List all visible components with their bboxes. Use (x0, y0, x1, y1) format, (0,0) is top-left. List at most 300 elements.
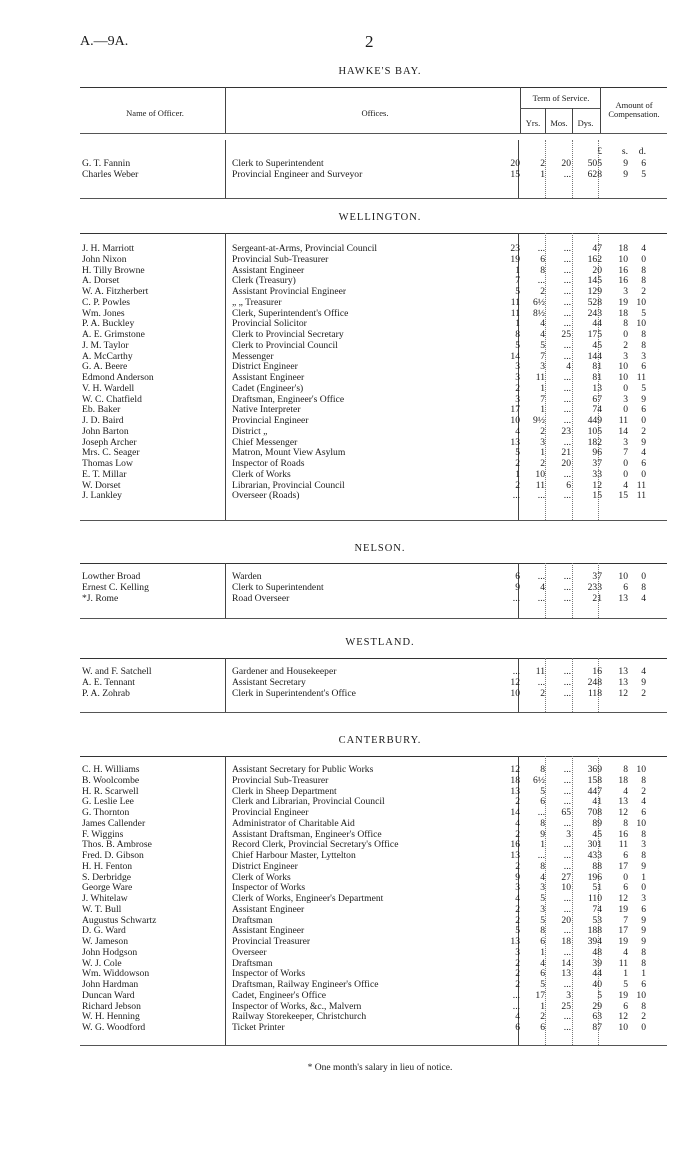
table-row (80, 287, 667, 298)
compensation-pounds: 21 (592, 592, 602, 604)
office-title: Provincial Solicitor (232, 318, 307, 330)
office-title: Provincial Engineer and Surveyor (232, 168, 363, 180)
days-served: ... (563, 468, 571, 480)
office-title: Messenger (232, 350, 274, 362)
years-served: 2 (515, 979, 520, 990)
table-row (80, 1012, 667, 1023)
office-title: District „ (232, 425, 268, 437)
years-served: 4 (515, 1011, 520, 1023)
currency-unit: s. (621, 146, 628, 157)
officer-name: C. H. Williams (82, 764, 140, 775)
days-served: ... (563, 243, 571, 254)
compensation-pounds: 87 (592, 1022, 602, 1033)
section-rule-bottom (80, 618, 667, 619)
compensation-pence: 9 (641, 676, 646, 688)
years-served: 15 (510, 168, 520, 180)
compensation-pounds: 110 (587, 893, 602, 904)
table-row (80, 678, 667, 689)
table-row (80, 384, 667, 395)
compensation-shillings: 4 (623, 785, 628, 797)
days-served: 21 (561, 447, 571, 459)
years-served: 12 (510, 764, 520, 775)
compensation-pence: 8 (641, 264, 646, 276)
days-served: ... (563, 979, 571, 990)
table-row (80, 255, 667, 266)
officer-name: A. McCarthy (82, 350, 133, 362)
compensation-shillings: 0 (623, 871, 628, 883)
compensation-pounds: 188 (587, 925, 602, 937)
months-served: 1 (540, 1000, 545, 1012)
compensation-shillings: 12 (618, 807, 628, 818)
officer-name: E. T. Millar (82, 468, 127, 480)
compensation-shillings: 10 (618, 571, 628, 582)
section-rule-bottom (80, 520, 667, 521)
months-served: 11 (535, 372, 545, 383)
months-served: 2 (540, 458, 545, 469)
years-served: 2 (515, 458, 520, 469)
officer-name: Richard Jebson (82, 1000, 141, 1012)
office-title: Assistant Provincial Engineer (232, 286, 347, 297)
months-served: 7 (540, 350, 545, 362)
officer-name: Wm. Jones (82, 307, 125, 319)
officer-name: Lowther Broad (82, 571, 141, 582)
office-title: Draftsman, Engineer's Office (232, 393, 345, 405)
compensation-shillings: 6 (623, 1000, 628, 1012)
compensation-pence: 4 (641, 592, 646, 604)
compensation-pence: 4 (641, 447, 646, 459)
months-served: 4 (540, 318, 545, 330)
compensation-shillings: 11 (618, 957, 628, 969)
officer-name: V. H. Wardell (82, 382, 135, 394)
office-title: Overseer (Roads) (232, 490, 300, 502)
header-divider (572, 108, 573, 133)
compensation-pence: 8 (641, 850, 646, 861)
officer-name: W. and F. Satchell (82, 666, 152, 677)
compensation-pence: 0 (641, 571, 646, 582)
officer-name: W. G. Woodford (82, 1022, 146, 1033)
officer-name: A. E. Tennant (82, 676, 135, 688)
days-served: 25 (561, 1000, 571, 1012)
section-title: WESTLAND. (345, 637, 415, 648)
years-served: 23 (510, 243, 520, 254)
office-title: Cadet (Engineer's) (232, 382, 304, 394)
officer-name: Eb. Baker (82, 404, 121, 416)
days-served: 20 (561, 458, 571, 469)
compensation-pence: 11 (636, 372, 646, 383)
compensation-pounds: 45 (592, 339, 602, 351)
days-served: ... (563, 393, 571, 405)
months-served: 5 (540, 979, 545, 990)
days-served: ... (563, 785, 571, 797)
office-title: Assistant Secretary (232, 676, 306, 688)
officer-name: Duncan Ward (82, 989, 135, 1001)
months-served: 10 (535, 468, 545, 480)
table-row (80, 244, 667, 255)
table-row (80, 427, 667, 438)
officer-name: G. Thornton (82, 807, 130, 818)
days-served: ... (563, 296, 571, 308)
compensation-pounds: 394 (587, 936, 602, 947)
days-served: ... (563, 903, 571, 915)
table-row (80, 937, 667, 948)
days-served: 3 (566, 828, 571, 840)
months-served: 6½ (533, 774, 545, 786)
table-row (80, 373, 667, 384)
compensation-pence: 3 (641, 839, 646, 851)
office-title: Railway Storekeeper, Christchurch (232, 1011, 367, 1023)
years-served: 14 (510, 807, 520, 818)
table-row (80, 459, 667, 470)
months-served: 8½ (533, 307, 545, 319)
table-row (80, 808, 667, 819)
days-served: 65 (561, 807, 571, 818)
compensation-pounds: 37 (592, 571, 602, 582)
days-served: ... (563, 666, 571, 677)
days-served: ... (563, 350, 571, 362)
compensation-pounds: 196 (587, 871, 602, 883)
officer-name: W. A. Fitzherbert (82, 286, 149, 297)
compensation-pounds: 44 (592, 968, 602, 980)
compensation-shillings: 9 (623, 168, 628, 180)
table-row (80, 873, 667, 884)
table-row (80, 991, 667, 1002)
officer-name: John Nixon (82, 253, 127, 265)
months-served: 4 (540, 581, 545, 593)
officer-name: F. Wiggins (82, 828, 124, 840)
years-served: 11 (510, 307, 520, 319)
table-row (80, 395, 667, 406)
days-served: ... (563, 1022, 571, 1033)
compensation-shillings: 10 (618, 1022, 628, 1033)
currency-unit: £ (597, 146, 602, 157)
officer-name: A. Dorset (82, 275, 120, 287)
days-served: ... (563, 687, 571, 699)
days-served: ... (563, 571, 571, 582)
days-served: ... (563, 415, 571, 426)
months-served: 11 (535, 666, 545, 677)
compensation-pence: 2 (641, 785, 646, 797)
officer-name: J. H. Marriott (82, 243, 135, 254)
table-row (80, 840, 667, 851)
compensation-pounds: 40 (592, 979, 602, 990)
compensation-pounds: 13 (592, 382, 602, 394)
page-header (80, 34, 660, 56)
days-served: 13 (561, 968, 571, 980)
months-served: 2 (540, 286, 545, 297)
compensation-shillings: 3 (623, 350, 628, 362)
compensation-shillings: 3 (623, 393, 628, 405)
column-header-offices: Offices. (361, 108, 389, 118)
months-served: 4 (540, 329, 545, 340)
months-served: 1 (540, 382, 545, 394)
compensation-pounds: 15 (592, 490, 602, 502)
months-served: 3 (540, 436, 545, 448)
compensation-pounds: 45 (592, 828, 602, 840)
compensation-shillings: 10 (618, 253, 628, 265)
months-served: 6½ (533, 296, 545, 308)
office-title: Provincial Treasurer (232, 936, 311, 947)
compensation-pence: 1 (641, 871, 646, 883)
officer-name: A. E. Grimstone (82, 329, 145, 340)
table-row (80, 341, 667, 352)
years-served: 2 (515, 796, 520, 808)
column-header-yrs: Yrs. (525, 118, 541, 128)
years-served: 13 (510, 436, 520, 448)
section-rows (80, 765, 667, 1034)
days-served: 3 (566, 989, 571, 1001)
days-served: ... (563, 764, 571, 775)
compensation-pence: 9 (641, 936, 646, 947)
days-served: 20 (561, 158, 571, 169)
table-row (80, 159, 667, 170)
table-row (80, 448, 667, 459)
header-divider (545, 108, 546, 133)
years-served: 4 (515, 893, 520, 904)
officer-name: D. G. Ward (82, 925, 126, 937)
months-served: 3 (540, 903, 545, 915)
section-rule-top (80, 233, 667, 234)
days-served: 23 (561, 425, 571, 437)
days-served: ... (563, 382, 571, 394)
years-served: 5 (515, 447, 520, 459)
compensation-pence: 2 (641, 425, 646, 437)
office-title: Clerk of Works, Engineer's Department (232, 893, 384, 904)
months-served: 5 (540, 914, 545, 926)
office-title: Inspector of Roads (232, 458, 305, 469)
days-served: ... (563, 286, 571, 297)
years-served: 5 (515, 339, 520, 351)
months-served: 8 (540, 264, 545, 276)
compensation-pounds: 248 (587, 676, 602, 688)
compensation-pence: 4 (641, 243, 646, 254)
months-served: 8 (540, 764, 545, 775)
section-title: CANTERBURY. (338, 735, 422, 746)
compensation-pounds: 74 (592, 903, 602, 915)
term-header-rule (520, 108, 600, 109)
section-title: NELSON. (354, 543, 406, 554)
officer-name: Augustus Schwartz (82, 914, 157, 926)
days-served: ... (563, 404, 571, 416)
compensation-shillings: 11 (618, 839, 628, 851)
compensation-pounds: 528 (587, 296, 602, 308)
table-row (80, 319, 667, 330)
table-row (80, 266, 667, 277)
compensation-shillings: 5 (623, 979, 628, 990)
compensation-pounds: 162 (587, 253, 602, 265)
compensation-pounds: 88 (592, 860, 602, 872)
days-served: ... (563, 581, 571, 593)
compensation-pounds: 243 (587, 307, 602, 319)
compensation-shillings: 10 (618, 361, 628, 373)
days-served: ... (563, 796, 571, 808)
months-served: 7 (540, 393, 545, 405)
table-row (80, 309, 667, 320)
officer-name: J. Lankley (82, 490, 122, 502)
compensation-shillings: 0 (623, 404, 628, 416)
compensation-shillings: 4 (623, 946, 628, 958)
table-row (80, 416, 667, 427)
office-title: Clerk and Librarian, Provincial Council (232, 796, 385, 808)
section-rows (80, 244, 667, 502)
months-served: 4 (540, 871, 545, 883)
officer-name: Wm. Widdowson (82, 968, 150, 980)
years-served: 13 (510, 936, 520, 947)
months-served: ... (537, 592, 545, 604)
compensation-pounds: 44 (592, 318, 602, 330)
compensation-shillings: 11 (618, 415, 628, 426)
years-served: 2 (515, 382, 520, 394)
officer-name: W. C. Chatfield (82, 393, 142, 405)
months-served: 2 (540, 158, 545, 169)
days-served: ... (563, 490, 571, 502)
compensation-pence: 8 (641, 774, 646, 786)
compensation-shillings: 17 (618, 860, 628, 872)
section-rule-bottom (80, 1045, 667, 1046)
years-served: 2 (515, 479, 520, 491)
header-divider (520, 87, 521, 133)
compensation-pounds: 51 (592, 882, 602, 894)
compensation-shillings: 14 (618, 425, 628, 437)
compensation-pence: 0 (641, 882, 646, 894)
months-served: 3 (540, 361, 545, 373)
column-header-dys: Dys. (577, 118, 594, 128)
office-title: Assistant Engineer (232, 903, 305, 915)
compensation-pence: 9 (641, 925, 646, 937)
compensation-pence: 2 (641, 286, 646, 297)
section-rows (80, 159, 667, 181)
days-served: ... (563, 925, 571, 937)
table-row (80, 667, 667, 678)
compensation-pence: 8 (641, 1000, 646, 1012)
table-row (80, 594, 667, 605)
compensation-shillings: 19 (618, 989, 628, 1001)
officer-name: H. H. Fenton (82, 860, 133, 872)
days-served: ... (563, 318, 571, 330)
office-title: Warden (232, 571, 262, 582)
compensation-shillings: 18 (618, 243, 628, 254)
compensation-pence: 6 (641, 361, 646, 373)
days-served: ... (563, 676, 571, 688)
section-rows (80, 667, 667, 699)
months-served: ... (537, 850, 545, 861)
compensation-pounds: 118 (587, 687, 602, 699)
compensation-pounds: 81 (592, 361, 602, 373)
compensation-pounds: 5 (597, 989, 602, 1001)
office-title: Provincial Sub-Treasurer (232, 774, 329, 786)
compensation-shillings: 0 (623, 458, 628, 469)
months-served: 4 (540, 957, 545, 969)
compensation-pounds: 182 (587, 436, 602, 448)
officer-name: H. R. Scarwell (82, 785, 139, 797)
days-served: ... (563, 307, 571, 319)
currency-row (80, 147, 667, 158)
section-rule-bottom (80, 198, 667, 199)
days-served: ... (563, 168, 571, 180)
compensation-pence: 8 (641, 828, 646, 840)
compensation-shillings: 19 (618, 936, 628, 947)
footnote: * One month's salary in lieu of notice. (307, 1063, 453, 1073)
years-served: ... (512, 666, 520, 677)
office-title: „ „ Treasurer (232, 296, 282, 308)
years-served: 2 (515, 968, 520, 980)
compensation-pounds: 145 (587, 275, 602, 287)
section-title: WELLINGTON. (338, 212, 422, 223)
officer-name: George Ware (82, 882, 133, 894)
officer-name: Fred. D. Gibson (82, 850, 144, 861)
compensation-pence: 2 (641, 1011, 646, 1023)
table-row (80, 797, 667, 808)
compensation-pounds: 20 (592, 264, 602, 276)
days-served: ... (563, 850, 571, 861)
compensation-pence: 10 (636, 817, 646, 829)
office-title: Clerk to Provincial Secretary (232, 329, 344, 340)
compensation-pence: 10 (636, 989, 646, 1001)
compensation-shillings: 8 (623, 817, 628, 829)
months-served: 1 (540, 839, 545, 851)
section-rule-top (80, 658, 667, 659)
days-served: 27 (561, 871, 571, 883)
years-served: 2 (515, 860, 520, 872)
section-rows (80, 572, 667, 604)
compensation-shillings: 12 (618, 1011, 628, 1023)
months-served: 5 (540, 339, 545, 351)
months-served: 1 (540, 168, 545, 180)
table-row (80, 894, 667, 905)
years-served: 18 (510, 774, 520, 786)
table-row (80, 170, 667, 181)
compensation-pence: 2 (641, 687, 646, 699)
compensation-shillings: 16 (618, 275, 628, 287)
days-served: ... (563, 860, 571, 872)
compensation-pounds: 301 (587, 839, 602, 851)
compensation-pounds: 74 (592, 404, 602, 416)
office-title: Clerk to Superintendent (232, 581, 324, 593)
officer-name: John Barton (82, 425, 129, 437)
table-row (80, 276, 667, 287)
compensation-pounds: 12 (592, 479, 602, 491)
officer-name: W. Jameson (82, 936, 129, 947)
header-divider (225, 87, 226, 133)
compensation-pounds: 47 (592, 243, 602, 254)
compensation-pounds: 16 (592, 666, 602, 677)
officer-name: James Callender (82, 817, 146, 829)
compensation-shillings: 18 (618, 774, 628, 786)
compensation-pence: 8 (641, 957, 646, 969)
compensation-shillings: 3 (623, 286, 628, 297)
table-row (80, 583, 667, 594)
compensation-shillings: 16 (618, 264, 628, 276)
compensation-shillings: 7 (623, 914, 628, 926)
table-row (80, 1023, 667, 1034)
days-served: ... (563, 774, 571, 786)
table-row (80, 819, 667, 830)
header-rule-top (80, 87, 667, 88)
years-served: 2 (515, 914, 520, 926)
officer-name: P. A. Zohrab (82, 687, 130, 699)
column-header-amount: Amount of Compensation. (608, 100, 660, 119)
table-row (80, 765, 667, 776)
months-served: 1 (540, 404, 545, 416)
compensation-pounds: 233 (587, 581, 602, 593)
table-row (80, 980, 667, 991)
months-served: 6 (540, 796, 545, 808)
table-row (80, 905, 667, 916)
months-served: 6 (540, 1022, 545, 1033)
compensation-pounds: 29 (592, 1000, 602, 1012)
compensation-pence: 4 (641, 796, 646, 808)
officer-name: H. Tilly Browne (82, 264, 145, 276)
years-served: 20 (510, 158, 520, 169)
